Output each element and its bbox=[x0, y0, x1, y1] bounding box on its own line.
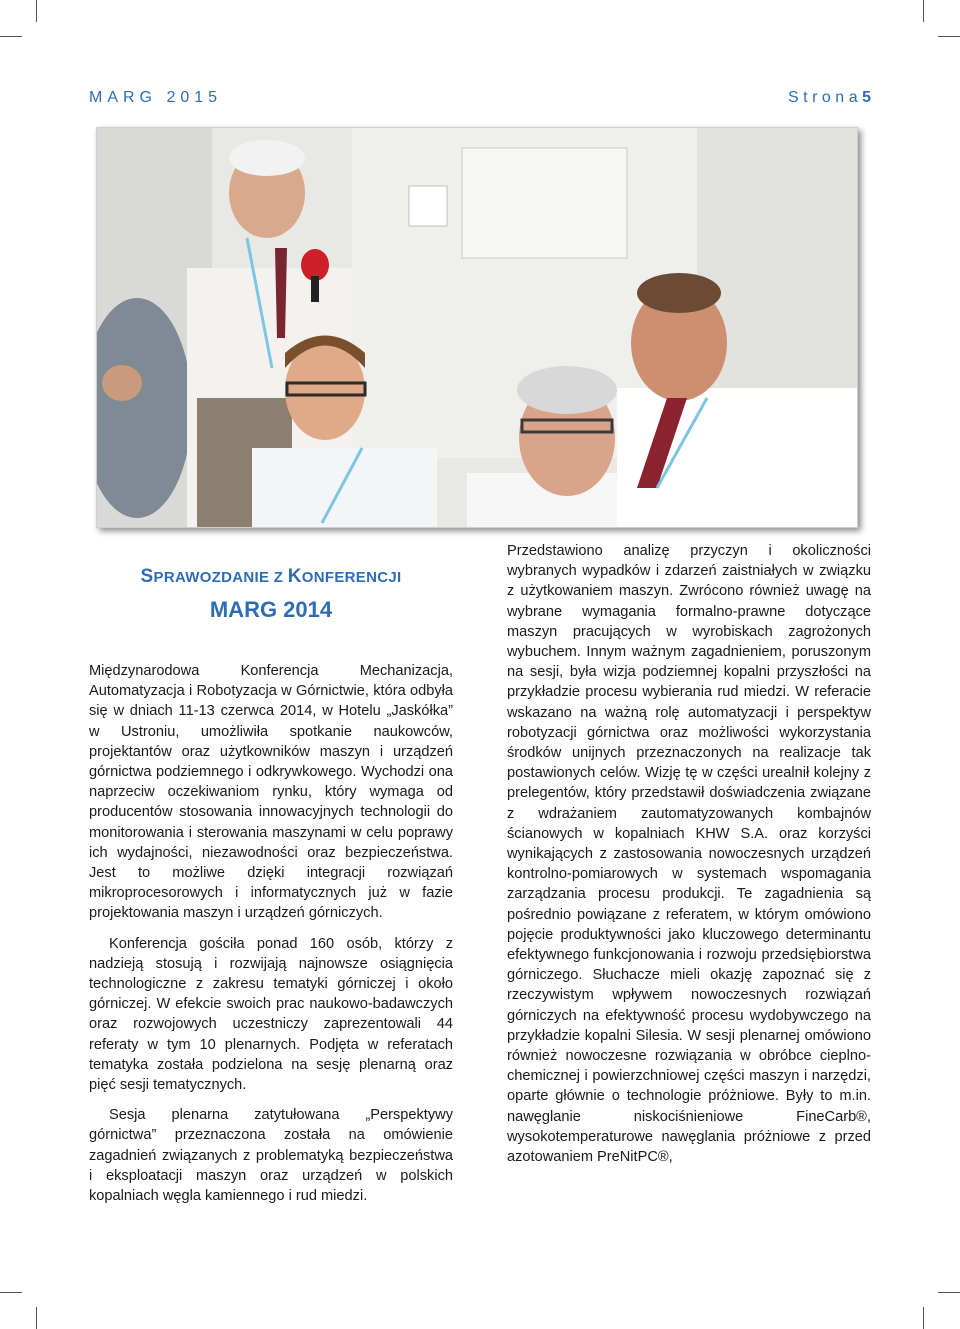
crop-mark bbox=[0, 36, 22, 37]
title-part: ONFERENCJI bbox=[301, 569, 402, 586]
crop-mark bbox=[938, 36, 960, 37]
crop-mark bbox=[923, 0, 924, 22]
page-number: 5 bbox=[862, 89, 871, 106]
page-number-header bbox=[788, 89, 871, 107]
article-title-line1 bbox=[89, 566, 453, 588]
right-column bbox=[507, 541, 871, 1177]
paragraph: Przedstawiono analizę przyczyn i okoliczności wybranych wypadków i zdarzeń zaistniałych w związku z użytkowaniem maszyn. Zwrócono również uwagę na wybrane wymagania formalno-prawne dotyczące maszyn pracujących w wyrobiskach zagrożonych wybuchem. Innym ważnym zagadnieniem, poruszonym na sesji, była wizja podziemnej kopalni przyszłości na przykładzie procesu wybierania rud miedzi. W referacie wskazano na ważną rolę automatyzacji i perspektyw robotyzacji górnictwa oraz możliwości wykorzystania środków unijnych przeznaczonych na realizacje tak postawionych celów. Wizję tę w części urealnił kolejny z prelegentów, który przedstawił doświadczenia związane z wdrażaniem zautomatyzowanych kombajnów ścianowych w kopalniach KHW S.A. oraz korzyści wynikających z zastosowania nowoczesnych urządzeń kontrolno-pomiarowych w systemach wspomagania zarządzania procesu produkcji. Te zagadnienia są pośrednio powiązane z referatem, w którym omówiono pojęcie produktywności jako kluczowego determinantu efektywnego funkcjonowania i rozwoju przedsiębiorstwa górniczego. Słuchacze mieli okazję zapoznać się z rzeczywistym wpływem nowoczesnych rozwiązań górniczych na efektywność procesu wydobywczego na przykładzie kopalni Silesia. W sesji plenarnej omówiono również nowoczesne rozwiązania w obróbce cieplno-chemicznej i powierzchniowej części maszyn i narzędzi, oparte głównie o technologie próżniowe. Były to m.in. nawęglanie niskociśnieniowe FineCarb®, wysokotemperaturowe nawęglania próżniowe z przed azotowaniem PreNitPC®, bbox=[507, 543, 871, 1166]
left-column bbox=[89, 661, 453, 1216]
crop-mark bbox=[0, 1292, 22, 1293]
crop-mark bbox=[938, 1292, 960, 1293]
crop-mark bbox=[36, 0, 37, 22]
page-label: Strona bbox=[787, 89, 863, 106]
conference-photo bbox=[96, 127, 858, 528]
paragraph: Międzynarodowa Konferencja Mechanizacja, Automatyzacja i Robotyzacja w Górnictwie, która odbyła się w dniach 11-13 czerwca 2014, w Hotelu „Jaskółka” w Ustroniu, umożliwiła spotkanie naukowców, projektantów oraz użytkowników maszyn i urządzeń górnictwa podziemnego i odkrywkowego. Wychodzi ona naprzeciw oczekiwaniom rynku, który wymaga od producentów stosowania innowacyjnych technologii do monitorowania i sterowania maszynami w celu poprawy ich wydajności, niezawodności oraz bezpieczeństwa. Jest to możliwe dzięki integracji rozwiązań mikroprocesorowych i informatycznych już w fazie projektowania maszyn i urządzeń górniczych. bbox=[89, 663, 453, 922]
crop-mark bbox=[923, 1307, 924, 1329]
paragraph: Sesja plenarna zatytułowana „Perspektywy górnictwa” przeznaczona została na omówienie zagadnień związanych z problematyką bezpieczeństwa i eksploatacji maszyn oraz urządzeń w polskich kopalniach węgla kamiennego i rud miedzi. bbox=[89, 1107, 453, 1205]
title-part: S bbox=[140, 566, 154, 587]
crop-mark bbox=[36, 1307, 37, 1329]
paragraph: Konferencja gościła ponad 160 osób, którzy z nadzieją stosują i rozwijają najnowsze osiągnięcia technologiczne z zakresu tematyki górniczej i około górniczej. W efekcie swoich prac naukowo-badawczych oraz rozwojowych uczestniczy zaprezentowali 44 referaty w tym 10 plenarnych. Podjęta w referatach tematyka została podzielona na sesję plenarną oraz pięć sesji tematycznych. bbox=[89, 935, 453, 1094]
title-part: PRAWOZDANIE Z bbox=[153, 569, 288, 586]
title-part: K bbox=[287, 566, 302, 587]
running-header-title: MARG 2015 bbox=[89, 89, 223, 106]
article-title-line2: MARG 2014 bbox=[209, 597, 333, 622]
